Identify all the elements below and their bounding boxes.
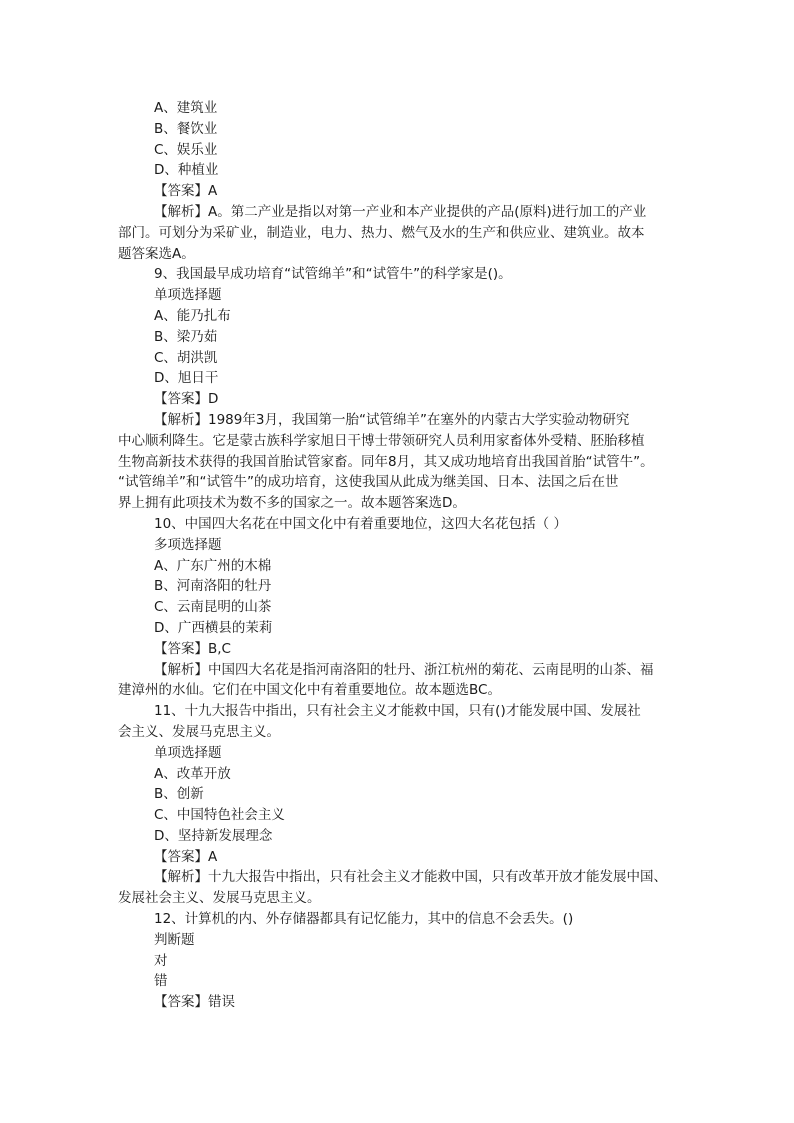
option-true: 对 (154, 952, 168, 969)
analysis-line: 发展社会主义、发展马克思主义。 (118, 890, 321, 907)
analysis-line: 生物高新技术获得的我国首胎试管家畜。同年8月，其又成功地培育出我国首胎“试管牛”。 (118, 453, 654, 470)
analysis-line: 建漳州的水仙。它们在中国文化中有着重要地位。故本题选BC。 (118, 682, 501, 699)
document-content (118, 98, 678, 1013)
option-c: C、中国特色社会主义 (154, 807, 285, 824)
analysis-line: “试管绵羊”和“试管牛”的成功培育，这使我国从此成为继美国、日本、法国之后在世 (118, 474, 619, 491)
analysis-line: 【解析】1989年3月，我国第一胎“试管绵羊”在塞外的内蒙古大学实验动物研究 (154, 411, 630, 428)
question-type: 判断题 (154, 931, 195, 948)
question-type: 多项选择题 (154, 536, 222, 553)
analysis-line: 界上拥有此项技术为数不多的国家之一。故本题答案选D。 (118, 495, 466, 512)
option-c: C、娱乐业 (154, 141, 218, 158)
question-10 (118, 514, 678, 701)
option-c: C、胡洪凯 (154, 349, 218, 366)
answer: 【答案】A (154, 848, 218, 865)
option-d: D、坚持新发展理念 (154, 827, 273, 844)
question-9 (118, 264, 678, 514)
analysis-line: 【解析】A。第二产业是指以对第一产业和本产业提供的产品(原料)进行加工的产业 (154, 203, 647, 220)
answer: 【答案】B,C (154, 640, 231, 657)
option-b: B、创新 (154, 786, 204, 803)
analysis-line: 【解析】十九大报告中指出，只有社会主义才能救中国，只有改革开放才能发展中国、 (154, 869, 667, 886)
analysis-line: 中心顺利降生。它是蒙古族科学家旭日干博士带领研究人员利用家畜体外受精、胚胎移植 (118, 432, 645, 449)
question-8 (118, 98, 678, 264)
question-type: 单项选择题 (154, 287, 222, 304)
option-d: D、广西横县的茉莉 (154, 619, 273, 636)
option-d: D、旭日干 (154, 370, 219, 387)
question-11 (118, 701, 678, 909)
question-12 (118, 909, 678, 1013)
question-type: 单项选择题 (154, 744, 222, 761)
option-false: 错 (154, 973, 168, 990)
option-a: A、能乃扎布 (154, 307, 231, 324)
question-text: 10、中国四大名花在中国文化中有着重要地位，这四大名花包括（ ） (154, 515, 567, 532)
option-a: A、建筑业 (154, 100, 218, 116)
option-b: B、梁乃茹 (154, 328, 218, 345)
option-d: D、种植业 (154, 162, 219, 179)
option-b: B、河南洛阳的牡丹 (154, 578, 272, 595)
analysis-line: 部门。可划分为采矿业，制造业，电力、热力、燃气及水的生产和供应业、建筑业。故本 (118, 224, 645, 241)
option-a: A、广东广州的木棉 (154, 557, 272, 574)
analysis-line: 题答案选A。 (118, 245, 195, 262)
analysis-line: 【解析】中国四大名花是指河南洛阳的牡丹、浙江杭州的菊花、云南昆明的山茶、福 (154, 661, 654, 678)
answer: 【答案】A (154, 183, 218, 200)
answer: 【答案】D (154, 391, 219, 408)
question-text: 12、计算机的内、外存储器都具有记忆能力，其中的信息不会丢失。() (154, 911, 574, 928)
option-a: A、改革开放 (154, 765, 231, 782)
question-text: 11、十九大报告中指出，只有社会主义才能救中国，只有()才能发展中国、发展社 (154, 703, 641, 720)
question-text: 9、我国最早成功培育“试管绵羊”和“试管牛”的科学家是()。 (154, 266, 512, 283)
question-text: 会主义、发展马克思主义。 (118, 723, 280, 740)
option-b: B、餐饮业 (154, 120, 218, 137)
answer: 【答案】错误 (154, 994, 235, 1011)
option-c: C、云南昆明的山茶 (154, 599, 272, 616)
